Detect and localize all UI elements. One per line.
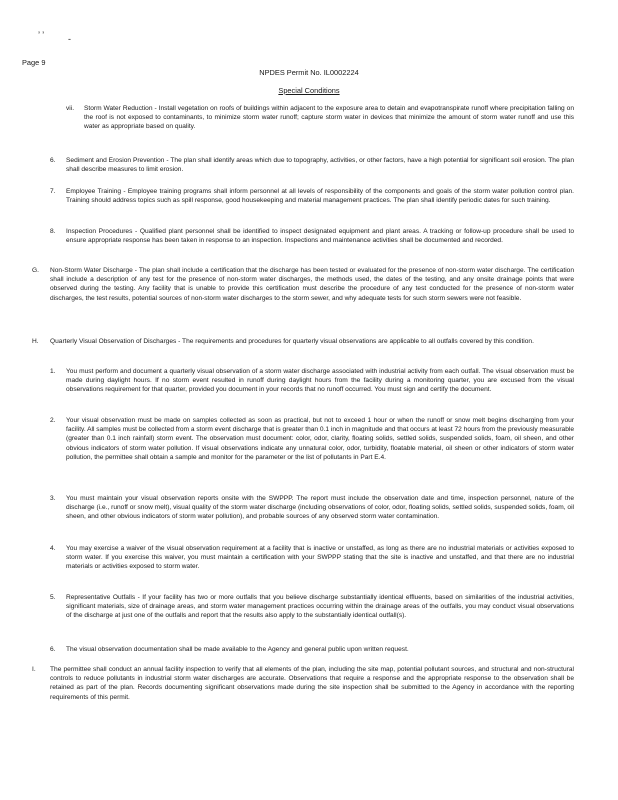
scan-mark: ’ ’ (38, 30, 45, 40)
paragraph: You must perform and document a quarterly visual observation of a storm water discharge associated with industrial activity from each outfall. The visual observation must be made during daylight hours. If no storm event resulted in runoff during daylight hours from the facility during a monitoring quarter, you are excused from the visual observations requirement for that quarter, provided you document in your records that no runoff occurred. You must sign and certify the document. (66, 368, 574, 394)
item-label: vii. (66, 105, 75, 112)
paragraph: The permittee shall conduct an annual facility inspection to verify that all elements of the plan, including the site map, potential pollutant sources, and structural and non-structural controls to reduce pollutants in industrial storm water discharges are accurate. Observations that require a response and the appropriate response to the observation shall be retained as part of the plan. Records documenting significant observations made during the site inspection shall be submitted to the Agency in accordance with the reporting requirements of this permit. (50, 666, 574, 701)
paragraph: Inspection Procedures - Qualified plant personnel shall be identified to inspect designated equipment and plant areas. A tracking or follow-up procedure shall be used to ensure appropriate response has been taken in response to an inspection. Inspections and maintenance activities shall be documented and recorded. (66, 228, 574, 245)
item-label: 5. (50, 594, 56, 601)
item-label: 6. (50, 646, 56, 653)
section-label: H. (32, 338, 39, 345)
section-title: Special Conditions (278, 86, 340, 95)
paragraph: Employee Training - Employee training programs shall inform personnel at all levels of responsibility of the components and goals of the storm water pollution control plan. Training should address topics such as spill response, good housekeeping and material management practices. The plan shall identify periodic dates for such training. (66, 188, 574, 205)
paragraph: You must maintain your visual observation reports onsite with the SWPPP. The report must include the observation date and time, inspection personnel, nature of the discharge (i.e., runoff or snow melt), visual quality of the storm water discharge (including observations of color, odor, floating solids, settled solids, suspended solids, foam, oil sheen, and other obvious indicators of storm water pollution), and probable sources of any observed storm water contamination. (66, 495, 574, 521)
paragraph: Storm Water Reduction - Install vegetation on roofs of buildings within adjacent to the exposure area to detain and evapotranspirate runoff where precipitation falling on the roof is not exposed to contaminants, to minimize storm water runoff; capture storm water in devices that minimize the amount of storm water runoff and use this water as appropriate based on quality. (84, 105, 574, 131)
item-label: 7. (50, 188, 56, 195)
item-label: 1. (50, 368, 56, 375)
paragraph: The visual observation documentation shall be made available to the Agency and general public upon written request. (66, 646, 409, 653)
paragraph: Your visual observation must be made on samples collected as soon as practical, but not to exceed 1 hour or when the runoff or snow melt begins discharging from your facility. All samples must be collected from a storm event discharge that is greater than 0.1 inch in magnitude and that occurs at least 72 hours from the previously measurable (greater than 0.1 inch rainfall) storm event. The observation must document: color, odor, clarity, floating solids, settled solids, suspended solids, foam, oil sheen, and other obvious indicators of storm water pollution. If visual observations indicate any unnatural color, odor, turbidity, floatable material, oil sheen or other indicators of storm water pollution, the permittee shall obtain a sample and monitor for the parameter or the list of pollutants in Part E.4. (66, 417, 574, 461)
paragraph: You may exercise a waiver of the visual observation requirement at a facility that is inactive or unstaffed, as long as there are no industrial materials or activities exposed to storm water. If you exercise this waiver, you must maintain a certification with your SWPPP stating that the site is inactive and unstaffed, and that there are no industrial materials or activities exposed to storm water. (66, 545, 574, 571)
item-label: 2. (50, 417, 56, 424)
paragraph: Sediment and Erosion Prevention - The plan shall identify areas which due to topography, activities, or other factors, have a high potential for significant soil erosion. The plan shall describe measures to limit erosion. (66, 157, 574, 174)
item-label: 6. (50, 157, 56, 164)
section-label: G. (32, 267, 39, 274)
scan-mark-dash: - (68, 34, 71, 44)
paragraph: Non-Storm Water Discharge - The plan shall include a certification that the discharge has been tested or evaluated for the presence of non-storm water discharge. The certification shall include a description of any test for the presence of non-storm water discharges, the methods used, the dates of the testing, and any onsite drainage points that were observed during the testing. Any facility that is unable to provide this certification must describe the procedure of any test conducted for the presence of non-storm water discharges, the test results, potential sources of non-storm water discharges to the storm sewer, and why adequate tests for such storm sewers were not feasible. (50, 267, 574, 302)
paragraph: Quarterly Visual Observation of Discharges - The requirements and procedures for quarterly visual observations are applicable to all outfalls covered by this condition. (50, 338, 534, 345)
section-label: I. (32, 666, 36, 673)
item-label: 4. (50, 545, 56, 552)
page-number: Page 9 (22, 58, 46, 67)
permit-number: NPDES Permit No. IL0002224 (259, 68, 359, 77)
paragraph: Representative Outfalls - If your facility has two or more outfalls that you believe discharge substantially identical effluents, based on similarities of the industrial activities, significant materials, size of drainage areas, and storm water management practices occurring within the drainage areas of the outfalls, you may conduct visual observations of the discharge at just one of the outfalls and report that the results also apply to the substantially identical outfall(s). (66, 594, 574, 620)
item-label: 8. (50, 228, 56, 235)
item-label: 3. (50, 495, 56, 502)
